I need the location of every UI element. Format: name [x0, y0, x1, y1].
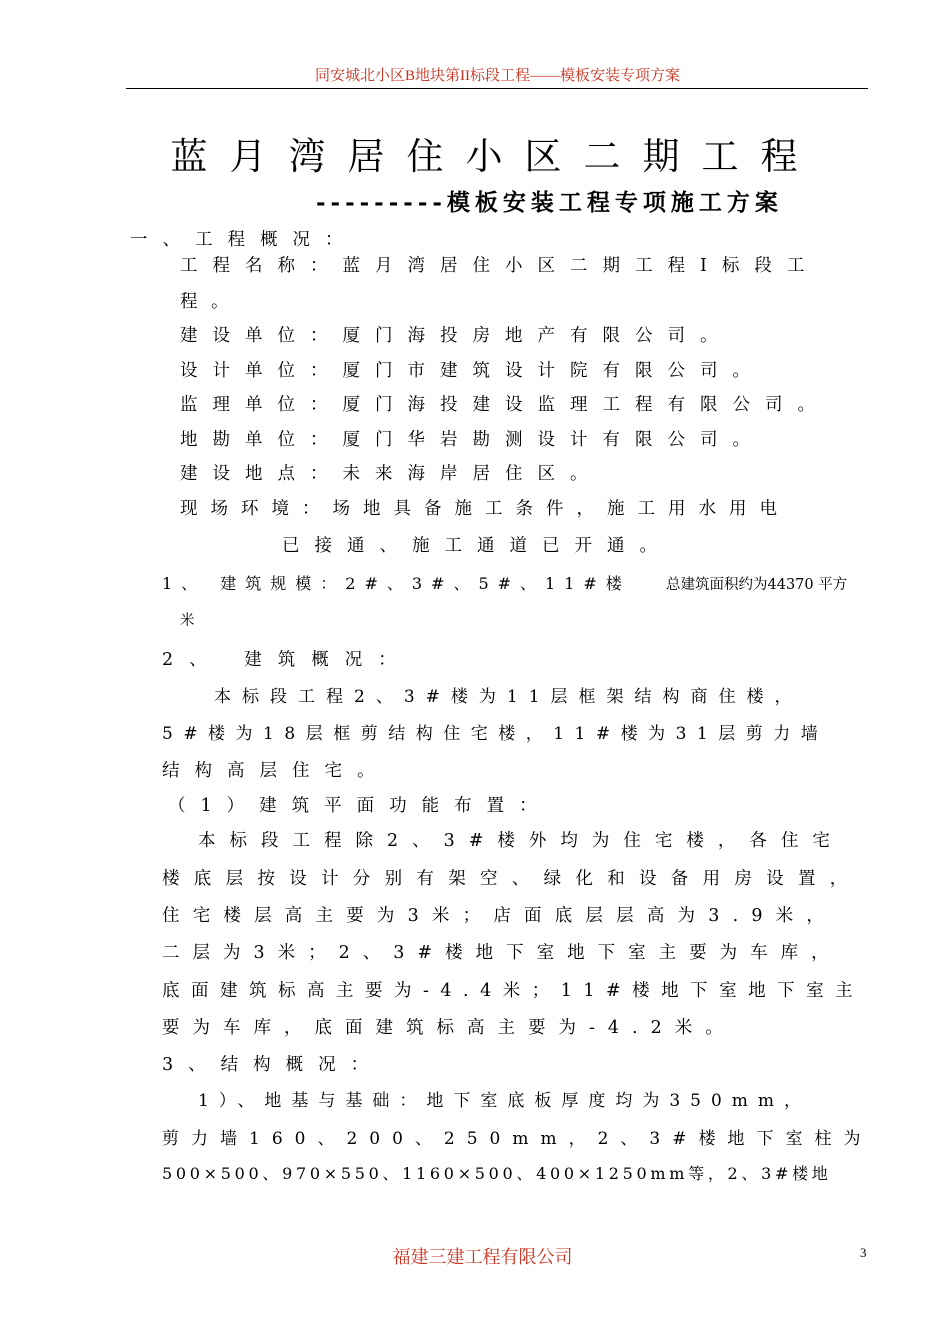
floor-plan-line-2: 楼底层按设计分别有架空、绿化和设备用房设置， — [162, 869, 862, 889]
building-scale-label: 1、 建筑规模：2#、3#、5#、11#楼 — [162, 574, 631, 593]
building-overview-line-1: 本标段工程2、3#楼为11层框架结构商住楼， — [214, 687, 803, 707]
floor-plan-line-4: 二层为3米；2、3#楼地下室地下室主要为车库， — [162, 943, 842, 963]
project-name-line: 工程名称：蓝月湾居住小区二期工程Ⅰ标段工 — [180, 256, 820, 276]
floor-plan-heading: （1）建筑平面功能布置： — [168, 796, 552, 816]
footer-company: 福建三建工程有限公司 — [392, 1247, 573, 1268]
builder-line: 建设单位：厦门海投房地产有限公司。 — [180, 326, 733, 346]
building-scale-wrap: 米 — [180, 613, 195, 629]
survey-line: 地勘单位：厦门华岩勘测设计有限公司。 — [180, 430, 765, 450]
supervisor-line: 监理单位：厦门海投建设监理工程有限公司。 — [180, 395, 830, 415]
floor-plan-line-3: 住宅楼层高主要为3米；店面底层层高为3.9米， — [162, 906, 838, 926]
section-heading-overview: 一、工程概况： — [130, 230, 358, 250]
document-subtitle: ---------模板安装工程专项施工方案 — [316, 189, 783, 216]
structure-overview-heading: 3、结构概况： — [162, 1055, 384, 1075]
structure-line-1: 1）、地基与基础：地下室底板厚度均为350mm， — [198, 1091, 812, 1111]
building-scale-area: 总建筑面积约为44370 平方 — [666, 577, 848, 593]
designer-line: 设计单位：厦门市建筑设计院有限公司。 — [180, 361, 765, 381]
building-overview-heading: 2、 建筑概况： — [162, 650, 412, 670]
site-environment-wrap: 已接通、施工通道已开通。 — [282, 536, 672, 556]
building-overview-line-2: 5#楼为18层框剪结构住宅楼，11#楼为31层剪力墙 — [162, 724, 829, 744]
floor-plan-line-5: 底面建筑标高主要为-4.4米；11#楼地下室地下室主 — [162, 981, 865, 1001]
running-header: 同安城北小区B地块第II标段工程——模板安装专项方案 — [315, 68, 680, 84]
structure-line-2: 剪力墙160、200、250mm，2、3#楼地下室柱为 — [162, 1129, 873, 1149]
floor-plan-line-1: 本标段工程除2、3#楼外均为住宅楼，各住宅 — [198, 831, 844, 851]
location-line: 建设地点：未来海岸居住区。 — [180, 464, 603, 484]
site-environment-line: 现场环境：场地具备施工条件，施工用水用电 — [180, 499, 790, 519]
document-title: 蓝月湾居住小区二期工程 — [170, 135, 820, 178]
project-name-wrap: 程。 — [180, 292, 242, 312]
page-number: 3 — [860, 1245, 867, 1260]
building-overview-line-3: 结构高层住宅。 — [162, 761, 390, 781]
header-rule — [126, 88, 868, 89]
structure-line-3: 500×500、970×550、1160×500、400×1250mm等，2、3#楼地 — [162, 1164, 832, 1183]
floor-plan-line-6: 要为车库，底面建筑标高主要为-4.2米。 — [162, 1018, 736, 1038]
